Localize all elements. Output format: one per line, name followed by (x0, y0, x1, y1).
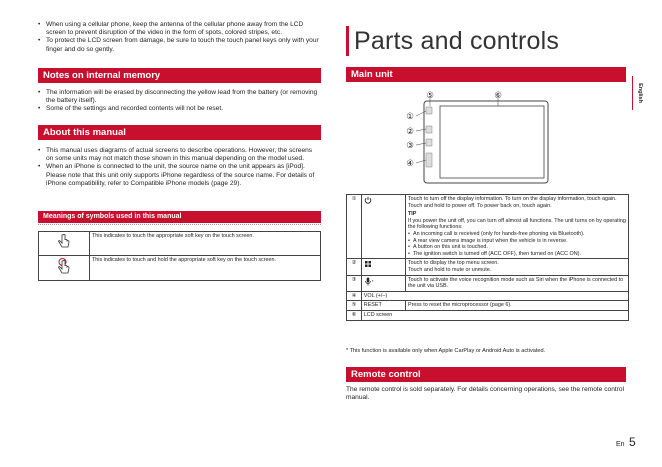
remote-text: The remote control is sold separately. For details concerning operations, see the remote control manual. (346, 386, 625, 402)
list-item: • When an iPhone is connected to the unit, the source name on the unit appears as [iPod]. Please note that this unit only supports iPhone regardless of the source name. For details of iPhone compatibility, refer to Compatible iPhone models (page 29). (38, 163, 321, 188)
parts-table (346, 194, 629, 321)
menu-grid-icon (364, 260, 372, 268)
footnote: * This function is available only when Apple CarPlay or Android Auto is activated. (346, 348, 546, 354)
callout-label: ⑥ (494, 90, 502, 100)
symbol-description: This indicates to touch and hold the appropriate soft key on the touch screen. (90, 256, 321, 281)
part-label: VOL (+/–) (361, 291, 628, 301)
table-row (39, 256, 321, 281)
part-number: ⑥ (347, 310, 362, 320)
title-accent-bar (346, 26, 349, 56)
part-label: LCD screen (361, 310, 628, 320)
part-description: Press to reset the microprocessor (page 6). (405, 301, 628, 311)
callout-label: ④ (406, 158, 414, 168)
table-row (39, 232, 321, 256)
part-number: ⑤ (347, 301, 362, 311)
asterisk-mark: * (371, 278, 374, 284)
symbol-description: This indicates to touch the appropriate soft key on the touch screen. (90, 232, 321, 256)
part-description (405, 259, 628, 275)
list-item: • An incoming call is received (only for hands-free phoning via Bluetooth). (408, 231, 626, 238)
side-tab-label: English (637, 83, 643, 103)
list-item: • Some of the settings and recorded contents will not be reset. (38, 105, 321, 113)
list-item: • This manual uses diagrams of actual screens to describe operations. However, the screens on some units may not match those shown in this manual depending on the model used. (38, 147, 321, 163)
side-tab (632, 76, 647, 110)
part-icon-cell (361, 259, 405, 275)
symbol-icon-cell (39, 232, 90, 256)
page-prefix: En (616, 441, 625, 448)
part-icon-cell (361, 195, 405, 259)
touch-hand-icon (56, 233, 72, 251)
description-line: Touch and hold to mute or unmute. (407, 266, 492, 273)
table-row (347, 291, 629, 301)
list-item: • The information will be erased by disconnecting the yellow lead from the battery (or removing the battery itself). (38, 89, 321, 105)
symbols-heading: Meanings of symbols used in this manual (38, 211, 321, 223)
power-icon (364, 196, 372, 204)
part-description (405, 195, 628, 259)
manual-heading: About this manual (38, 125, 321, 140)
callout-label: ① (406, 111, 414, 121)
table-row (347, 195, 629, 259)
part-number: ④ (347, 291, 362, 301)
voice-key (426, 139, 432, 146)
list-item: • A rear view camera image is input when the vehicle is in reverse. (408, 238, 626, 245)
touch-hold-icon (56, 258, 72, 276)
part-number: ② (347, 259, 362, 275)
manual-bullets (38, 147, 321, 188)
description-line: Touch to turn off the display information. To turn on the display information, touch again. (407, 196, 617, 202)
symbols-table (38, 231, 321, 281)
list-item: • The ignition switch is turned off (ACC OFF), then turned on (ACC ON). (408, 251, 626, 258)
power-key (426, 107, 432, 114)
remote-heading: Remote control (346, 367, 626, 382)
part-description: Touch to activate the voice recognition mode such as Siri when the iPhone is connected to the unit via USB. (405, 275, 628, 291)
intro-bullets (38, 21, 321, 54)
memory-bullets (38, 89, 321, 114)
symbol-icon-cell (39, 256, 90, 281)
lcd-screen (440, 106, 544, 178)
table-row (347, 275, 629, 291)
list-item: • When using a cellular phone, keep the antenna of the cellular phone away from the LCD screen to prevent disruption of the video in the form of spots, colored stripes, etc. (38, 21, 321, 37)
page-number: 5 (629, 435, 636, 449)
table-row (347, 310, 629, 320)
tip-text: If you power the unit off, you can turn off almost all functions. The unit turns on by operating the following functions: (407, 217, 626, 231)
description-line: Touch to display the top menu screen. (407, 260, 499, 267)
part-number: ③ (347, 275, 362, 291)
table-row (347, 259, 629, 275)
callout-label: ③ (406, 140, 414, 150)
volume-keys (426, 153, 432, 167)
memory-heading: Notes on internal memory (38, 68, 321, 83)
microphone-icon (364, 277, 372, 286)
divider (38, 224, 321, 225)
tip-label: TIP (407, 211, 417, 218)
callout-label: ⑤ (426, 90, 434, 100)
table-row (347, 301, 629, 311)
part-icon-cell (361, 275, 405, 291)
callout-label: ② (406, 126, 414, 136)
page-footer (616, 433, 636, 451)
description-line: Touch and hold to power off. To power back on, touch again. (407, 202, 552, 209)
list-item: • To protect the LCD screen from damage, be sure to touch the touch panel keys only with your finger and do so gently. (38, 37, 321, 53)
main-unit-heading: Main unit (346, 67, 626, 82)
part-number: ① (347, 195, 362, 259)
menu-key (426, 126, 432, 133)
main-unit-diagram (398, 90, 550, 186)
list-item: • A button on this unit is touched. (408, 244, 626, 251)
part-label: RESET (361, 301, 405, 311)
page-title: Parts and controls (354, 27, 560, 55)
tip-bullets (408, 231, 626, 257)
